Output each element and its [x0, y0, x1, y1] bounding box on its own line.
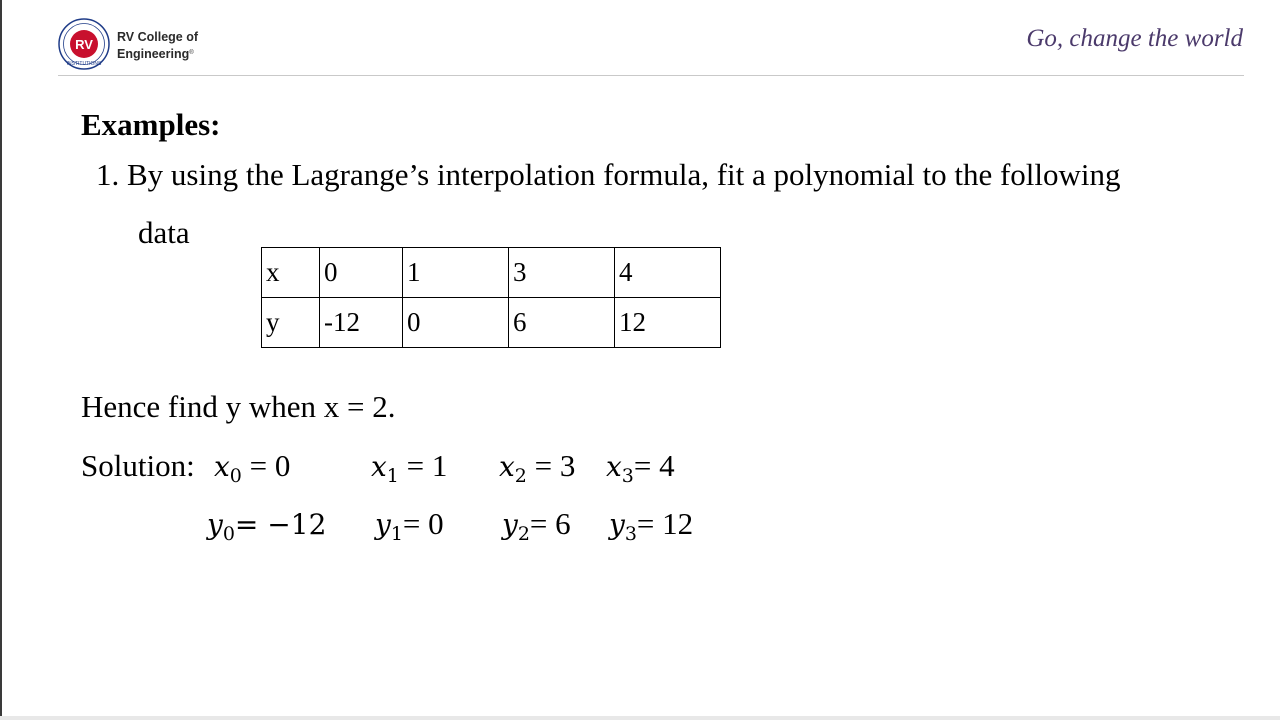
table-cell: 1 — [403, 248, 509, 298]
problem-statement-line2: data — [138, 215, 190, 250]
equation-x2: x2 = 3 — [499, 448, 576, 487]
equation-y3: y3= 12 — [609, 506, 694, 545]
question-text: Hence find y when x = 2. — [81, 389, 396, 424]
tagline: Go, change the world — [1026, 25, 1243, 52]
solution-label: Solution: — [81, 448, 195, 483]
slide-header — [0, 0, 1280, 80]
table-cell: 0 — [403, 298, 509, 348]
table-cell: 4 — [615, 248, 721, 298]
registered-mark: ® — [189, 50, 194, 56]
table-cell: x — [262, 248, 320, 298]
header-divider — [58, 75, 1244, 76]
slide-bottom-border — [0, 716, 1280, 720]
equation-x1: x1 = 1 — [371, 448, 448, 487]
org-name-line1: RV College of — [117, 30, 199, 44]
examples-heading: Examples: — [81, 107, 221, 142]
table-cell: 6 — [509, 298, 615, 348]
slide-left-border — [0, 0, 2, 720]
table-cell: 12 — [615, 298, 721, 348]
table-cell: y — [262, 298, 320, 348]
data-table — [261, 247, 721, 348]
org-name — [117, 29, 198, 63]
logo-ring-text: INSTITUTIONS — [66, 61, 102, 67]
logo-initials: RV — [75, 37, 93, 52]
org-name-line2: Engineering® — [117, 47, 194, 61]
problem-statement-line1: 1. By using the Lagrange’s interpolation formula, fit a polynomial to the following — [96, 157, 1121, 192]
table-cell: 0 — [320, 248, 403, 298]
table-row-y — [262, 298, 721, 348]
equation-x0: x0 = 0 — [214, 448, 291, 487]
equation-y1: y1= 0 — [375, 506, 444, 545]
table-cell: -12 — [320, 298, 403, 348]
equation-y0: y0= −12 — [207, 508, 327, 545]
equation-x3: x3= 4 — [606, 448, 675, 487]
equation-y2: y2= 6 — [502, 506, 571, 545]
table-cell: 3 — [509, 248, 615, 298]
rv-college-logo — [58, 18, 110, 70]
table-row-x — [262, 248, 721, 298]
